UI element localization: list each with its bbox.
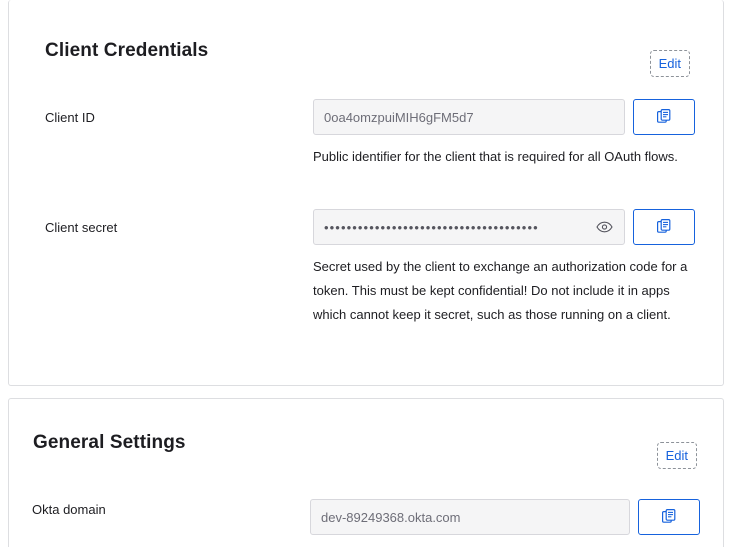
client-id-value: 0oa4omzpuiMIH6gFM5d7 <box>324 109 474 125</box>
copy-okta-domain-button[interactable] <box>638 499 700 535</box>
client-id-input[interactable] <box>313 99 625 135</box>
client-secret-input[interactable] <box>313 209 625 245</box>
eye-icon[interactable] <box>594 221 614 233</box>
edit-client-credentials-button[interactable]: Edit <box>653 53 687 74</box>
copy-client-id-button[interactable] <box>633 99 695 135</box>
copy-icon <box>657 109 672 125</box>
client-secret-help-text: Secret used by the client to exchange an authorization code for a token. This must be kept confidential! Do not include it in apps which cannot keep it secret, such as those running on a client. <box>313 259 688 322</box>
page-title: Client Credentials <box>45 40 209 61</box>
client-secret-field-group <box>313 209 695 245</box>
edit-general-settings-button[interactable]: Edit <box>660 445 694 466</box>
okta-domain-input[interactable] <box>310 499 630 535</box>
client-secret-label: Client secret <box>45 220 118 235</box>
copy-icon <box>657 219 672 235</box>
copy-icon <box>662 509 677 525</box>
client-id-field-group <box>313 99 695 135</box>
okta-domain-value: dev-89249368.okta.com <box>321 509 461 525</box>
client-credentials-card <box>8 0 724 386</box>
okta-domain-label: Okta domain <box>32 502 106 517</box>
client-id-help-text: Public identifier for the client that is required for all OAuth flows. <box>313 149 678 164</box>
client-secret-value: •••••••••••••••••••••••••••••••••••••• <box>324 220 539 234</box>
copy-client-secret-button[interactable] <box>633 209 695 245</box>
okta-domain-field-group <box>310 499 700 535</box>
general-settings-title: General Settings <box>33 432 186 453</box>
client-id-label: Client ID <box>45 110 95 125</box>
